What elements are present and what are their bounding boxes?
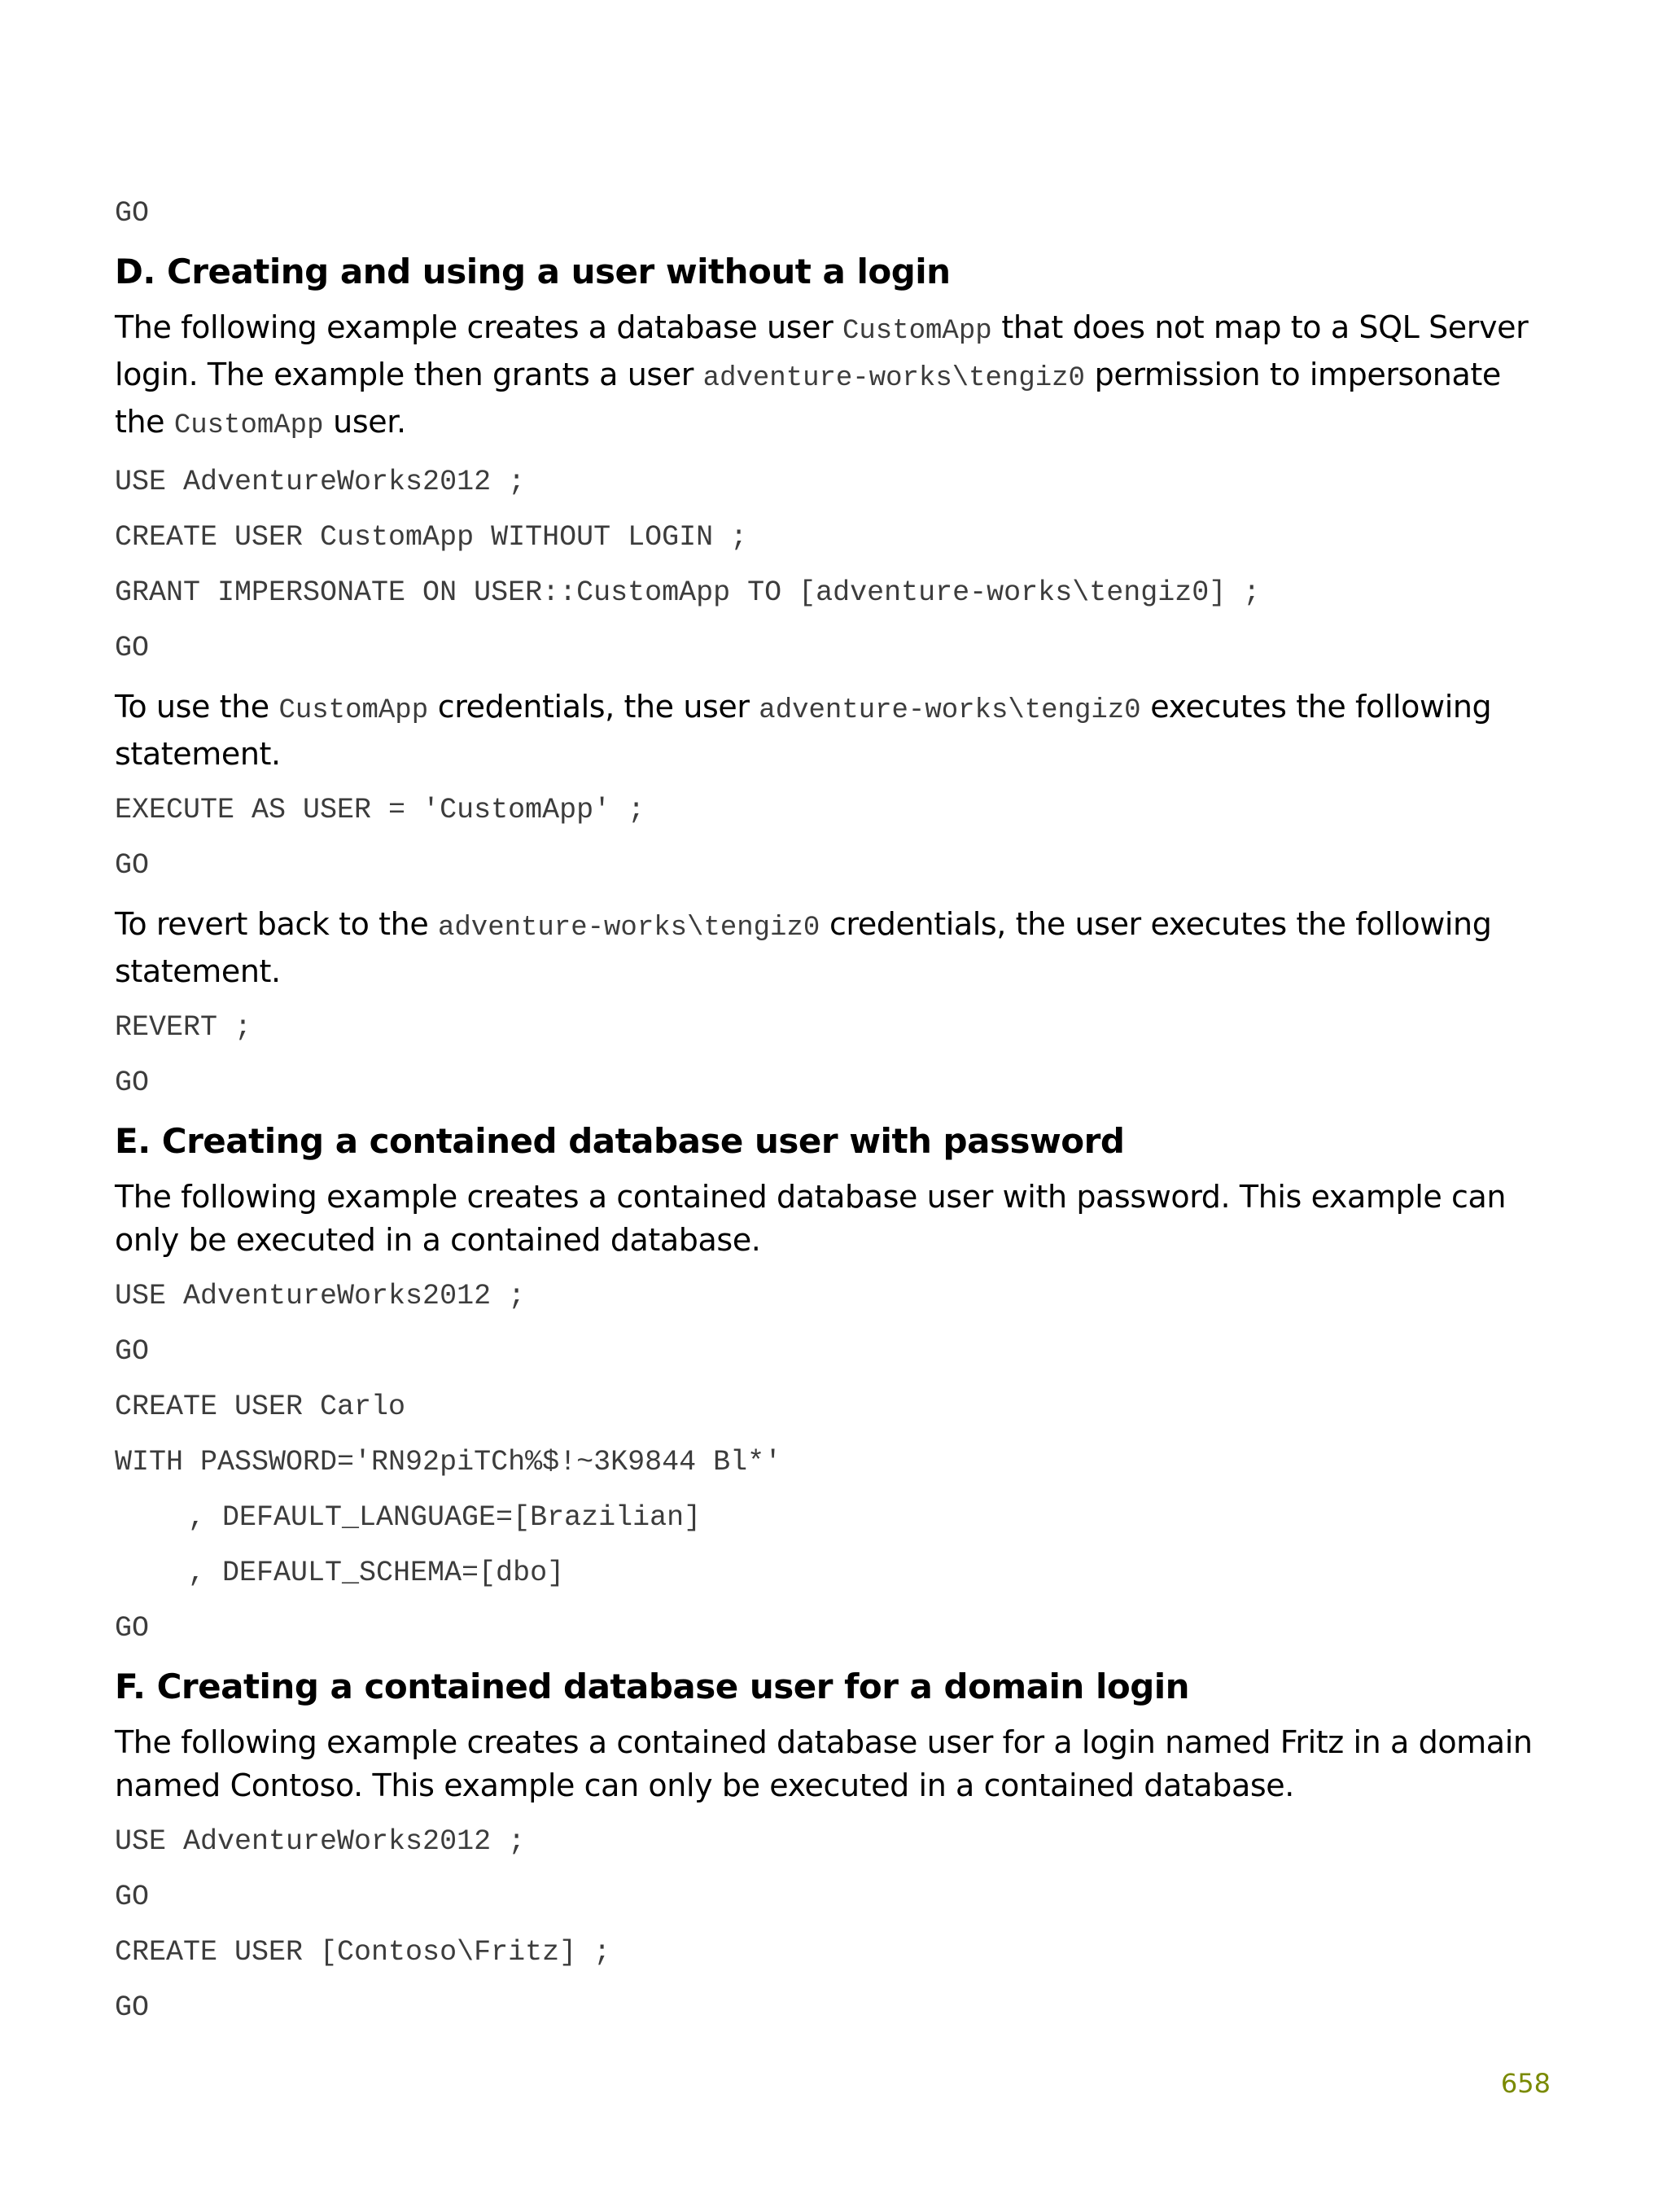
section-d-use-para: To use the CustomApp credentials, the user adventure-works\tengiz0 executes the following statement. — [115, 689, 1492, 772]
section-heading-e: E. Creating a contained database user with password — [115, 1121, 1125, 1161]
code-line: GO — [115, 1335, 150, 1368]
code-line: WITH PASSWORD='RN92piTCh%$!~3K9844 Bl*' — [115, 1446, 782, 1478]
inline-code: adventure-works\tengiz0 — [702, 363, 1085, 394]
code-line: USE AdventureWorks2012 ; — [115, 466, 526, 498]
inline-code: adventure-works\tengiz0 — [759, 695, 1141, 726]
code-line: USE AdventureWorks2012 ; — [115, 1280, 526, 1312]
section-heading-d: D. Creating and using a user without a login — [115, 252, 951, 291]
code-line: , DEFAULT_LANGUAGE=[Brazilian] — [188, 1501, 702, 1534]
code-line: CREATE USER Carlo — [115, 1391, 406, 1423]
section-d-intro: The following example creates a database user CustomApp that does not map to a SQL Server login. The example then grants a user adventure-works\tengiz0 permission to impersonate the CustomApp user. — [115, 309, 1529, 441]
inline-code: adventure-works\tengiz0 — [437, 913, 820, 944]
document-page — [115, 195, 1547, 2045]
section-d-revert-para: To revert back to the adventure-works\tengiz0 credentials, the user executes the following statement. — [115, 906, 1492, 989]
code-line: GO — [115, 849, 150, 882]
inline-code: CustomApp — [173, 410, 324, 441]
code-line: REVERT ; — [115, 1011, 252, 1044]
code-line: CREATE USER CustomApp WITHOUT LOGIN ; — [115, 521, 748, 554]
code-line: , DEFAULT_SCHEMA=[dbo] — [188, 1557, 565, 1589]
code-line: GO — [115, 1612, 150, 1645]
code-line: GO — [115, 1881, 150, 1913]
code-line: EXECUTE AS USER = 'CustomApp' ; — [115, 794, 645, 826]
page-number: 658 — [1500, 2068, 1551, 2099]
inline-code: CustomApp — [278, 695, 429, 726]
code-line: GO — [115, 1067, 150, 1099]
section-heading-f: F. Creating a contained database user for a domain login — [115, 1667, 1190, 1706]
code-line: GO — [115, 1991, 150, 2024]
code-line: GRANT IMPERSONATE ON USER::CustomApp TO [adventure-works\tengiz0] ; — [115, 576, 1261, 609]
inline-code: CustomApp — [842, 316, 992, 347]
section-f-intro: The following example creates a contained database user for a login named Fritz in a domain named Contoso. This example can only be executed in a contained database. — [115, 1724, 1533, 1803]
code-line: GO — [115, 197, 150, 230]
code-line: CREATE USER [Contoso\Fritz] ; — [115, 1936, 611, 1969]
section-e-intro: The following example creates a contained database user with password. This example can only be executed in a contained database. — [115, 1179, 1507, 1258]
code-line: GO — [115, 632, 150, 664]
code-line: USE AdventureWorks2012 ; — [115, 1825, 526, 1858]
